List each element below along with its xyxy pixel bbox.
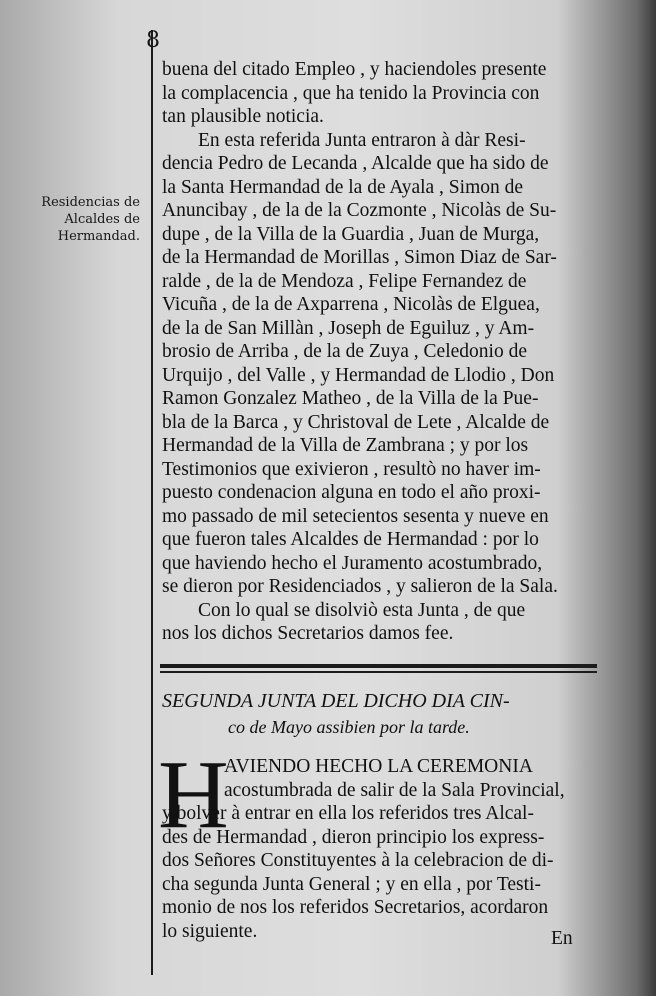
text-line: Anuncibay , de la de la Cozmonte , Nicolàs de Su- [162,200,557,221]
text-line: la complacencia , que ha tenido la Provincia con [162,82,540,104]
text-line: Ramon Gonzalez Matheo , de la Villa de la Pue- [162,388,539,409]
text-line: ralde , de la de Mendoza , Felipe Fernandez de [162,270,527,292]
text-line: dos Señores Constituyentes à la celebracion de di- [162,850,554,871]
text-line: se dieron por Residenciados , y salieron de la Sala. [162,576,558,597]
text-line: dupe , de la Villa de la Guardia , Juan de Murga, [162,223,540,245]
section-title-line: SEGUNDA JUNTA DEL DICHO DIA CIN- [162,690,510,712]
text-line: puesto condenacion alguna en todo el año proxi- [162,482,541,503]
section-title [162,688,592,740]
text-line: brosio de Arriba , de la de Zuya , Celedonio de [162,341,527,362]
margin-rule [151,30,153,975]
text-line: de la Hermandad de Morillas , Simon Diaz de Sar- [162,247,557,268]
text-line: En esta referida Junta entraron à dàr Resi- [198,129,526,151]
text-line: monio de nos los referidos Secretarios, acordaron [162,897,549,918]
text-line: Testimonios que exivieron , resultò no haver im- [162,458,541,480]
text-line: Hermandad de la Villa de Zambrana ; y por los [162,435,529,456]
text-line: nos los dichos Secretarios damos fee. [162,623,454,644]
section-divider-thick [160,664,597,668]
page-number: 8 [146,28,160,53]
section-title-line: co de Mayo assibien por la tarde. [228,717,470,737]
text-line: bla de la Barca , y Christoval de Lete , Alcalde de [162,411,550,433]
catchword: En [551,928,573,949]
text-line: y bolver à entrar en ella los referidos tres Alcal- [162,803,534,824]
margin-note: Residencias de Alcaldes de Hermandad. [41,195,140,244]
text-line: la Santa Hermandad de la de Ayala , Simon de [162,176,524,198]
text-line: cha segunda Junta General ; y en ella , por Testi- [162,873,541,895]
main-text-block [162,58,582,646]
text-line: AVIENDO HECHO LA CEREMONIA [224,756,533,777]
drop-cap: H [158,741,229,849]
text-line: tan plausible noticia. [162,106,324,127]
section-divider-thin [160,671,597,673]
text-line: que haviendo hecho el Juramento acostumbrado, [162,552,543,574]
text-line: Vicuña , de la de Axparrena , Nicolàs de Elguea, [162,294,540,315]
text-line: buena del citado Empleo , y haciendoles presente [162,59,547,80]
second-session-text [162,755,592,943]
text-line: Con lo qual se disolviò esta Junta , de que [198,599,526,621]
text-line: que fueron tales Alcaldes de Hermandad : por lo [162,529,539,550]
text-line: acostumbrada de salir de la Sala Provincial, [224,779,565,801]
text-line: dencia Pedro de Lecanda , Alcalde que ha sido de [162,153,549,174]
text-line: des de Hermandad , dieron principio los express- [162,826,545,848]
show-through-left [40,92,140,152]
text-line: Urquijo , del Valle , y Hermandad de Llodio , Don [162,364,555,386]
text-line: mo passado de mil setecientos sesenta y nueve en [162,505,549,527]
text-line: lo siguiente. [162,920,258,942]
text-line: de la de San Millàn , Joseph de Eguiluz , y Am- [162,317,535,339]
